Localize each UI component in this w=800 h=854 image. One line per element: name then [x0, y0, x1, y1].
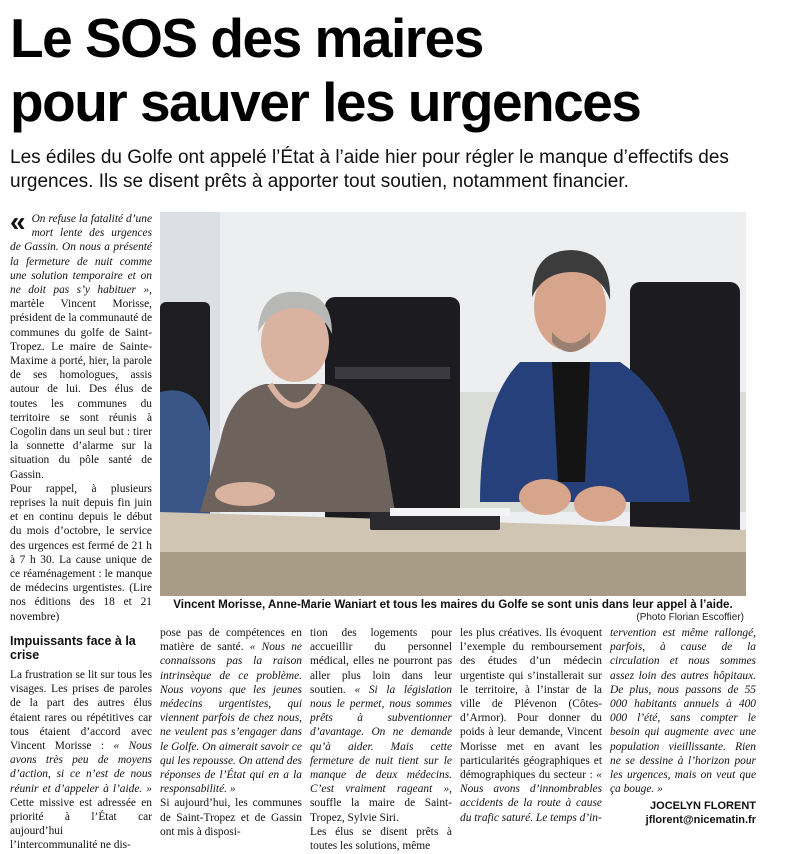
quote-siri: « Si la législation nous le permet, nous sommes prêts à subventionner d’avantage. On ne demande qu’à aider. Mais cette fermeture de nuit tient sur le manque de deux médecins. C’est vraiment rageant »,: [310, 683, 452, 796]
quote-morisse-2: « Nous ne connaissons pas la raison intrinsèque de ce problème. Nous voyons que les jeunes médecins urgentistes, qui viennent parfois de chez nous, ne veulent pas s’engager dans le Golfe. On aimerait savoir ce qui les repousse. On attend des réponses de l’État qui en a la responsabilité. »: [160, 641, 302, 796]
quote-morisse-1: « Nous avons très peu de moyens d’action, si ce n’est de nous réunir et d’appeler à l’aide. »: [10, 739, 152, 795]
paragraph-solutions: Les élus se disent prêts à toutes les solutions, même: [310, 825, 452, 853]
article-column-5: [610, 626, 756, 844]
article-column-2: [160, 626, 302, 844]
byline: JOCELYN FLORENT: [650, 800, 756, 813]
headline: [10, 6, 790, 134]
quote-morisse-end: tervention est même rallongé, parfois, à cause de la circulation et nous sommes assez loin des autres hôpitaux. De plus, nous passons de 55 000 habitants annuels à 400 000 l’été, sans compter le besoin qui augmente avec une population vieillissante. Rien ne se dessine à l’horizon pour les urgences, mais on veut que ça bouge. »: [610, 627, 756, 796]
paragraph-frustration: La frustration se lit sur tous les visages. Les prises de paroles de la part des autres élus étaient rares ou répétitives car tous étaient d’accord avec Vincent Morisse :: [10, 668, 152, 752]
photo-illustration: [160, 212, 746, 596]
intro-text: martèle Vincent Morisse, président de la communauté de communes du golfe de Saint-Tropez. Le maire de Sainte-Maxime a porté, hier, la parole de ses homologues, assis autour de lui. Des élus de toutes les communes du territoire se sont réunis à Cogolin dans un seul but : tirer la sonnette d’alarme sur la situation du pôle santé de Gassin.: [10, 298, 152, 481]
article-column-1: [10, 206, 152, 852]
quote-morisse-3: « Nous avons d’innombrables accidents de la route à cause du trafic saturé. Le temps d’in-: [460, 769, 602, 824]
opening-quote: On refuse la fatalité d’une mort lente des urgences de Gassin. On nous a présenté la fermeture de nuit comme une solution temporaire et on ne doit pas s’y habituer »,: [10, 213, 152, 297]
standfirst: Les édiles du Golfe ont appelé l’État à l’aide hier pour régler le manque d’effectifs des urgences. Ils se disent prêts à apporter tout soutien, notamment financier.: [10, 147, 729, 192]
paragraph-missive: Cette missive est adressée en priorité à l’État car aujourd’hui l’intercommunalité ne dis-: [10, 796, 152, 852]
article-column-4: [460, 626, 602, 844]
photo-credit: (Photo Florian Escoffier): [636, 612, 744, 623]
headline-line-1: Le SOS des maires: [10, 7, 483, 69]
headline-line-2: pour sauver les urgences: [10, 71, 641, 133]
subheading: Impuissants face à la crise: [10, 633, 136, 662]
paragraph-logements: Si aujourd’hui, les communes de Saint-Tropez et de Gassin ont mis à disposi-: [160, 797, 302, 838]
paragraph-soutien: tion des logements pour accueillir du personnel médical, elles ne pourront pas aller plus loin dans leur soutien.: [310, 627, 452, 696]
paragraph-creatives: les plus créatives. Ils évoquent l’exemple du remboursement des études d’un médecin urgentiste qui s’installerait sur le territoire, à l’instar de la ville de Plévenon (Côtes-d’Armor). Pour donner du poids à leur demande, Vincent Morisse met en avant les particularités géographiques et démographiques du secteur :: [460, 627, 602, 782]
paragraph-recap: Pour rappel, à plusieurs reprises la nuit depuis fin juin et en continu depuis le début du mois d’octobre, le service des urgences est fermé de 21 h à 7 h 30. La cause unique de ce réaménagement : le manque de médecins urgentistes. (Lire nos éditions des 18 et 21 novembre): [10, 482, 152, 623]
article-column-3: [310, 626, 452, 853]
author-email[interactable]: jflorent@nicematin.fr: [645, 814, 756, 827]
photo-caption: Vincent Morisse, Anne-Marie Waniart et tous les maires du Golfe se sont unis dans leur appel à l’aide.: [173, 598, 733, 611]
attribution-siri: souffle la maire de Saint-Tropez, Sylvie Siri.: [310, 797, 452, 824]
article-photo: [160, 212, 746, 596]
quote-mark: «: [10, 206, 26, 237]
paragraph-competences: pose pas de compétences en matière de santé.: [160, 627, 302, 654]
